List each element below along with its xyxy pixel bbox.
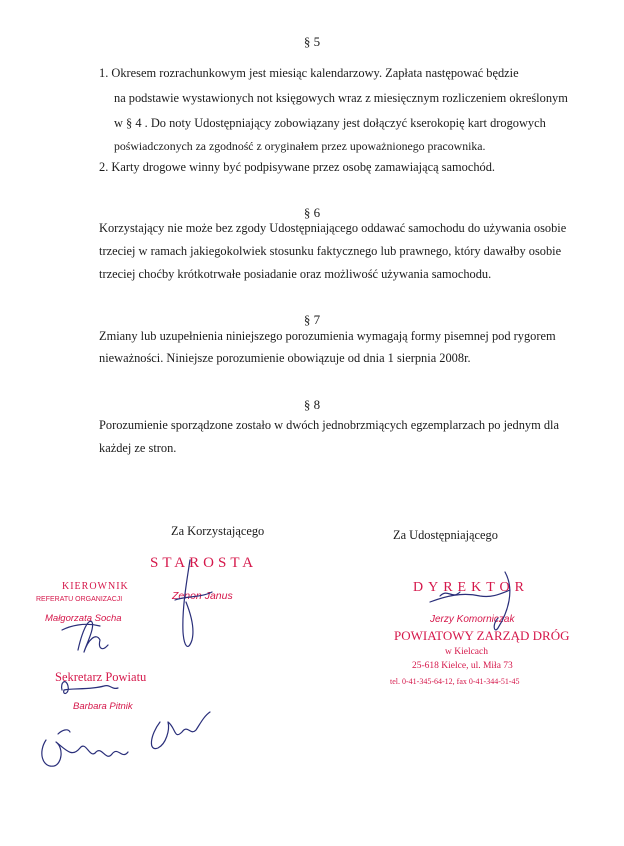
kierownik-stamp-title: KIEROWNIK	[62, 581, 129, 592]
section-6-line-3: trzeciej choćby krótkotrwałe posiadanie oraz możliwość używania samochodu.	[99, 267, 492, 281]
section-6-heading: § 6	[303, 205, 321, 220]
kierownik-stamp-name: Małgorzata Socha	[45, 613, 122, 624]
starosta-signature	[183, 560, 193, 646]
section-5-heading: § 5	[303, 34, 321, 49]
kierownik-signature	[78, 621, 108, 652]
dyrektor-stamp-phone: tel. 0-41-345-64-12, fax 0-41-344-51-45	[390, 677, 520, 686]
section-8-line-2: każdej ze stron.	[99, 441, 177, 455]
section-8-line-1: Porozumienie sporządzone zostało w dwóch jednobrzmiących egzemplarzach po jednym dla	[99, 418, 560, 432]
bottom-left-signature	[42, 740, 128, 766]
dyrektor-stamp-org: POWIATOWY ZARZĄD DRÓG	[394, 628, 570, 643]
bottom-middle-signature	[151, 712, 210, 749]
section-7-line-2: nieważności. Niniejsze porozumienie obowiązuje od dnia 1 sierpnia 2008r.	[99, 351, 471, 365]
sekretarz-stamp-name: Barbara Pitnik	[73, 701, 133, 712]
signature-label-right: Za Udostępniającego	[393, 528, 498, 542]
kierownik-stamp-dept: REFERATU ORGANIZACJI	[36, 596, 123, 603]
section-5-line-3: w § 4 . Do noty Udostępniający zobowiązany jest dołączyć kserokopię kart drogowych	[114, 116, 546, 130]
signature-label-left: Za Korzystającego	[171, 524, 265, 538]
section-7-line-1: Zmiany lub uzupełnienia niniejszego porozumienia wymagają formy pisemnej pod rygorem	[99, 329, 556, 343]
section-5-line-1: 1. Okresem rozrachunkowym jest miesiąc kalendarzowy. Zapłata następować będzie	[99, 66, 519, 80]
dyrektor-signature	[430, 572, 510, 630]
sekretarz-signature	[62, 682, 118, 694]
section-6-line-2: trzeciej w ramach jakiegokolwiek stosunku faktycznego lub prawnego, który dawałby osobie	[99, 244, 562, 258]
dyrektor-stamp-name: Jerzy Komorniczak	[430, 614, 515, 625]
dyrektor-stamp-title: DYREKTOR	[413, 580, 529, 595]
dyrektor-stamp-address: 25-618 Kielce, ul. Miła 73	[412, 661, 513, 671]
section-5-line-4: poświadczonych za zgodność z oryginałem przez upoważnionego pracownika.	[114, 139, 486, 153]
section-6-line-1: Korzystający nie może bez zgody Udostępniającego oddawać samochodu do używania osobie	[99, 221, 567, 235]
sekretarz-stamp-title: Sekretarz Powiatu	[55, 670, 147, 684]
starosta-stamp-title: STAROSTA	[150, 555, 258, 571]
starosta-stamp-name: Zenon Janus	[172, 590, 233, 602]
section-8-heading: § 8	[303, 397, 321, 412]
section-7-heading: § 7	[303, 312, 321, 327]
dyrektor-stamp-city: w Kielcach	[445, 647, 488, 657]
section-5-line-2: na podstawie wystawionych not księgowych wraz z miesięcznym rozliczeniem określonym	[114, 91, 568, 105]
section-5-line-5: 2. Karty drogowe winny być podpisywane przez osobę zamawiającą samochód.	[99, 160, 496, 174]
